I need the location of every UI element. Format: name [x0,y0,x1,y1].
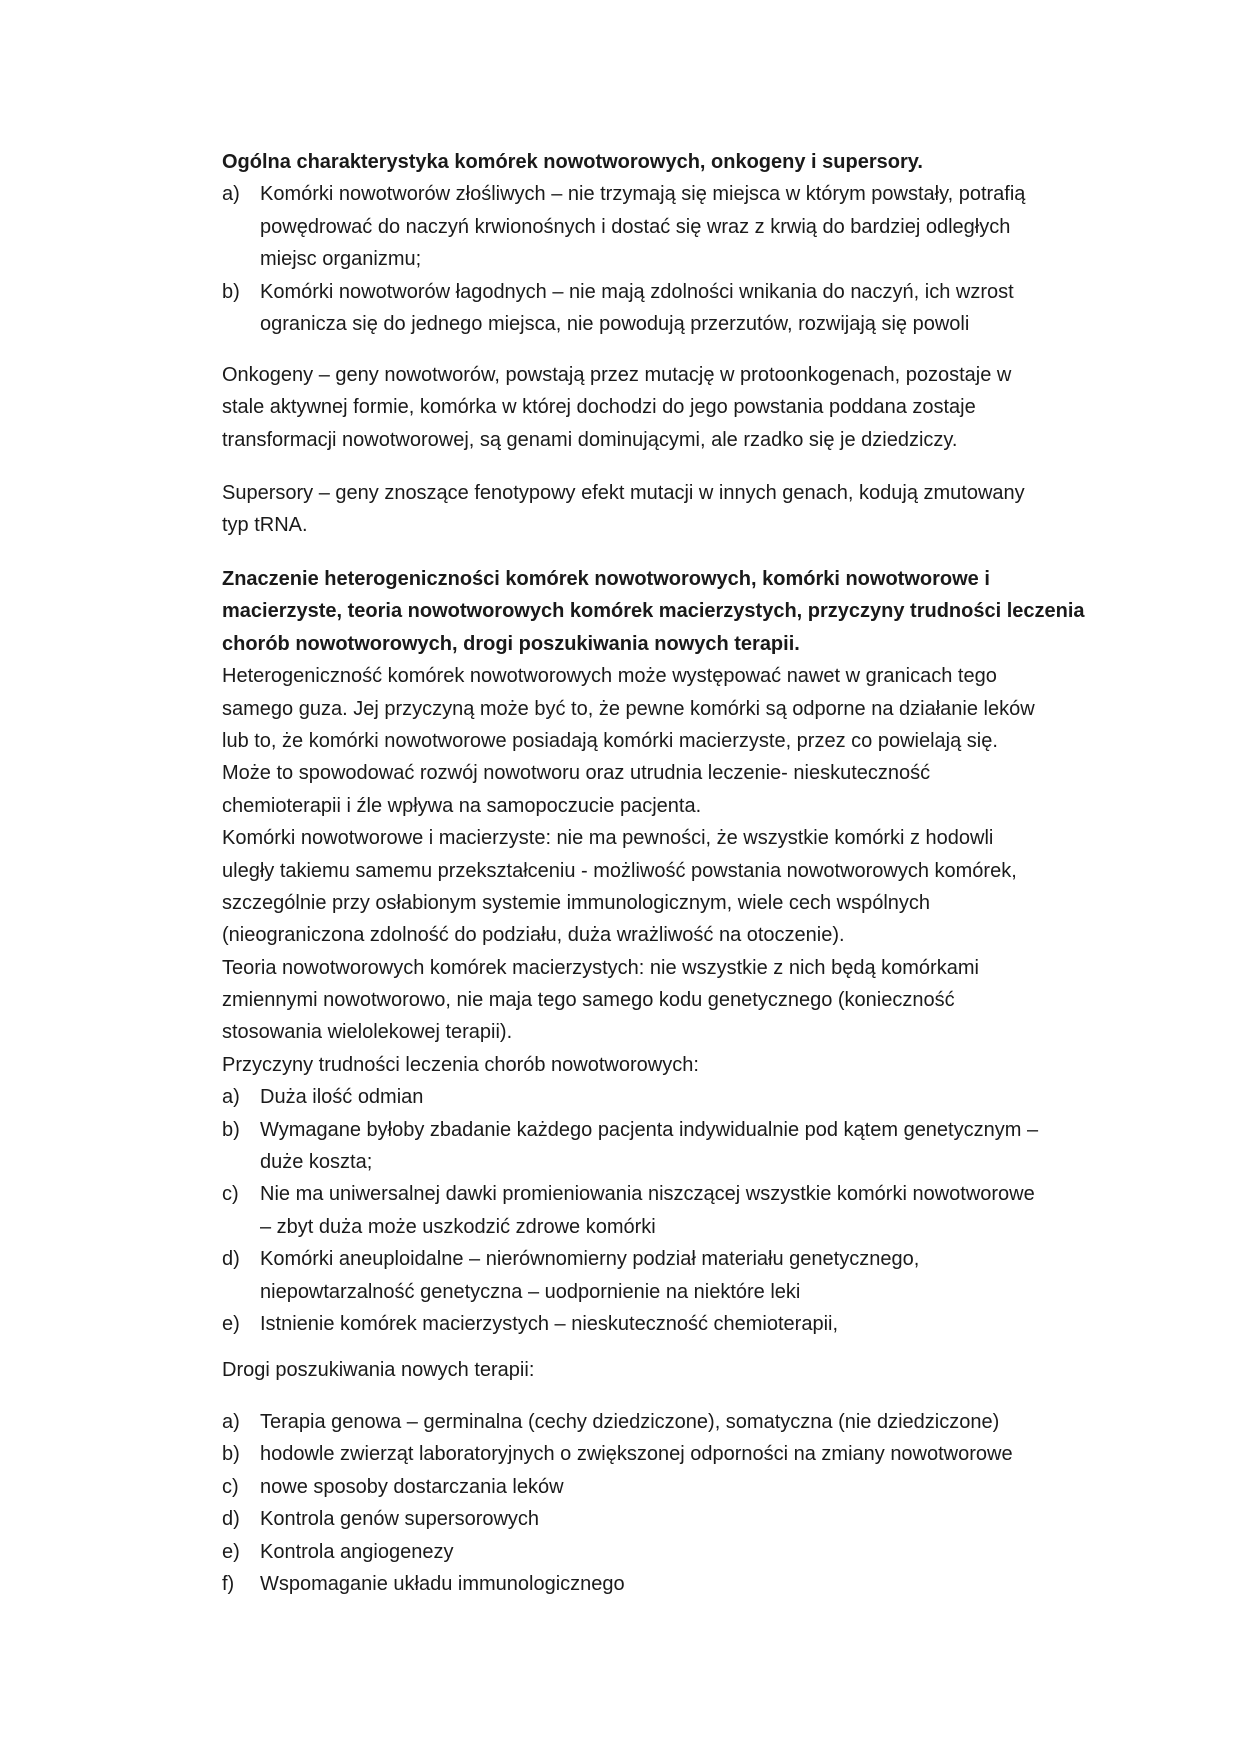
list-item [222,1308,1102,1340]
list-item [222,1178,1102,1243]
section-paragraphs [222,660,1102,1081]
suppressors-paragraph [222,477,1102,542]
list-item-label: e) [222,1312,240,1335]
text-line: stosowania wielolekowej terapii). [222,1021,513,1044]
list-item-text: nowe sposoby dostarczania leków [260,1475,564,1498]
list-item-text: powędrować do naczyń krwionośnych i dostać się wraz z krwią do bardziej odległych [260,215,1011,238]
list-item-text: Komórki nowotworów złośliwych – nie trzymają się miejsca w którym powstały, potrafią [260,183,1026,206]
tumor-types-list [222,178,1102,340]
list-item-text: Komórki aneuploidalne – nierównomierny podział materiału genetycznego, [260,1248,920,1271]
list-item-text: Duża ilość odmian [260,1086,424,1109]
text-line: Przyczyny trudności leczenia chorób nowotworowych: [222,1053,699,1076]
list-item-label: c) [222,1183,239,1206]
list-item-text: Nie ma uniwersalnej dawki promieniowania niszczącej wszystkie komórki nowotworowe [260,1183,1035,1206]
list-item-text: Komórki nowotworów łagodnych – nie mają zdolności wnikania do naczyń, ich wzrost [260,280,1014,303]
text-line: szczególnie przy osłabionym systemie immunologicznym, wiele cech wspólnych [222,891,931,914]
list-item-text: Istnienie komórek macierzystych – nieskuteczność chemioterapii, [260,1312,839,1335]
list-item-label: b) [222,280,240,303]
list-item-label: e) [222,1540,240,1563]
section-heterogeneity [222,563,1102,1340]
list-item [222,1114,1102,1179]
text-line: typ tRNA. [222,514,308,537]
text-line: zmiennymi nowotworowo, nie maja tego samego kodu genetycznego (konieczność [222,989,955,1012]
list-item-text: Kontrola angiogenezy [260,1540,454,1563]
text-line: Znaczenie heterogeniczności komórek nowotworowych, komórki nowotworowe i [222,568,990,590]
therapies-list [222,1406,1102,1600]
text-line: Onkogeny – geny nowotworów, powstają przez mutację w protoonkogenach, pozostaje w [222,364,1012,386]
text-line: samego guza. Jej przyczyną może być to, że pewne komórki są odporne na działanie leków [222,697,1035,720]
list-item [222,1536,1102,1568]
list-item-text: miejsc organizmu; [260,248,422,271]
list-item-label: b) [222,1118,240,1141]
list-item [222,1503,1102,1535]
section-heading [222,563,1102,660]
text-line: (nieograniczona zdolność do podziału, duża wrażliwość na otoczenie). [222,924,845,947]
text-line: Teoria nowotworowych komórek macierzystych: nie wszystkie z nich będą komórkami [222,956,979,979]
list-item-label: b) [222,1443,240,1466]
text-line: Heterogeniczność komórek nowotworowych może występować nawet w granicach tego [222,665,997,688]
list-item-label: d) [222,1508,240,1531]
list-item-text: Terapia genowa – germinalna (cechy dziedziczone), somatyczna (nie dziedziczone) [260,1411,1000,1433]
treatment-difficulties-list [222,1081,1102,1340]
list-item [222,1568,1102,1600]
text-line: macierzyste, teoria nowotworowych komórek macierzystych, przyczyny trudności leczenia [222,600,1085,623]
list-item-text: Kontrola genów supersorowych [260,1508,540,1531]
list-item [222,1081,1102,1113]
list-item-text: niepowtarzalność genetyczna – uodpornienie na niektóre leki [260,1280,801,1303]
section-heading: Ogólna charakterystyka komórek nowotworowych, onkogeny i supersory. [222,151,923,173]
text-line: uległy takiemu samemu przekształceniu - możliwość powstania nowotworowych komórek, [222,859,1017,882]
list-item [222,276,1102,341]
list-item-label: d) [222,1248,240,1271]
text-line: chorób nowotworowych, drogi poszukiwania nowych terapii. [222,632,800,655]
list-item-label: c) [222,1475,239,1498]
text-line: Supersory – geny znoszące fenotypowy efekt mutacji w innych genach, kodują zmutowany [222,482,1025,504]
list-item [222,178,1102,275]
list-item-label: a) [222,183,240,206]
list-item [222,1438,1102,1470]
list-item [222,1471,1102,1503]
list-item-text: duże koszta; [260,1151,373,1174]
list-item-label: a) [222,1086,240,1109]
text-line: lub to, że komórki nowotworowe posiadają komórki macierzyste, przez co powielają się. [222,729,998,752]
text-line: chemioterapii i źle wpływa na samopoczucie pacjenta. [222,794,702,817]
list-item-text: ogranicza się do jednego miejsca, nie powodują przerzutów, rozwijają się powoli [260,312,970,335]
list-item-label: a) [222,1411,240,1433]
list-item-text: Wymagane byłoby zbadanie każdego pacjenta indywidualnie pod kątem genetycznym – [260,1118,1039,1141]
oncogenes-paragraph [222,359,1102,456]
list-item-label: f) [222,1572,235,1595]
therapies-heading-block [222,1354,1102,1386]
list-item-text: – zbyt duża może uszkodzić zdrowe komórki [260,1215,656,1238]
text-line: Komórki nowotworowe i macierzyste: nie ma pewności, że wszystkie komórki z hodowli [222,827,994,850]
list-item [222,1406,1102,1438]
list-item-text: hodowle zwierząt laboratoryjnych o zwiększonej odporności na zmiany nowotworowe [260,1443,1013,1466]
text-line: Może to spowodować rozwój nowotworu oraz utrudnia leczenie- nieskuteczność [222,762,931,785]
therapies-heading: Drogi poszukiwania nowych terapii: [222,1359,535,1381]
text-line: stale aktywnej formie, komórka w której dochodzi do jego powstania poddana zostaje [222,396,976,419]
text-line: transformacji nowotworowej, są genami dominującymi, ale rzadko się je dziedziczy. [222,428,958,451]
section-general [222,146,1102,340]
list-item-text: Wspomaganie układu immunologicznego [260,1572,625,1595]
list-item [222,1243,1102,1308]
